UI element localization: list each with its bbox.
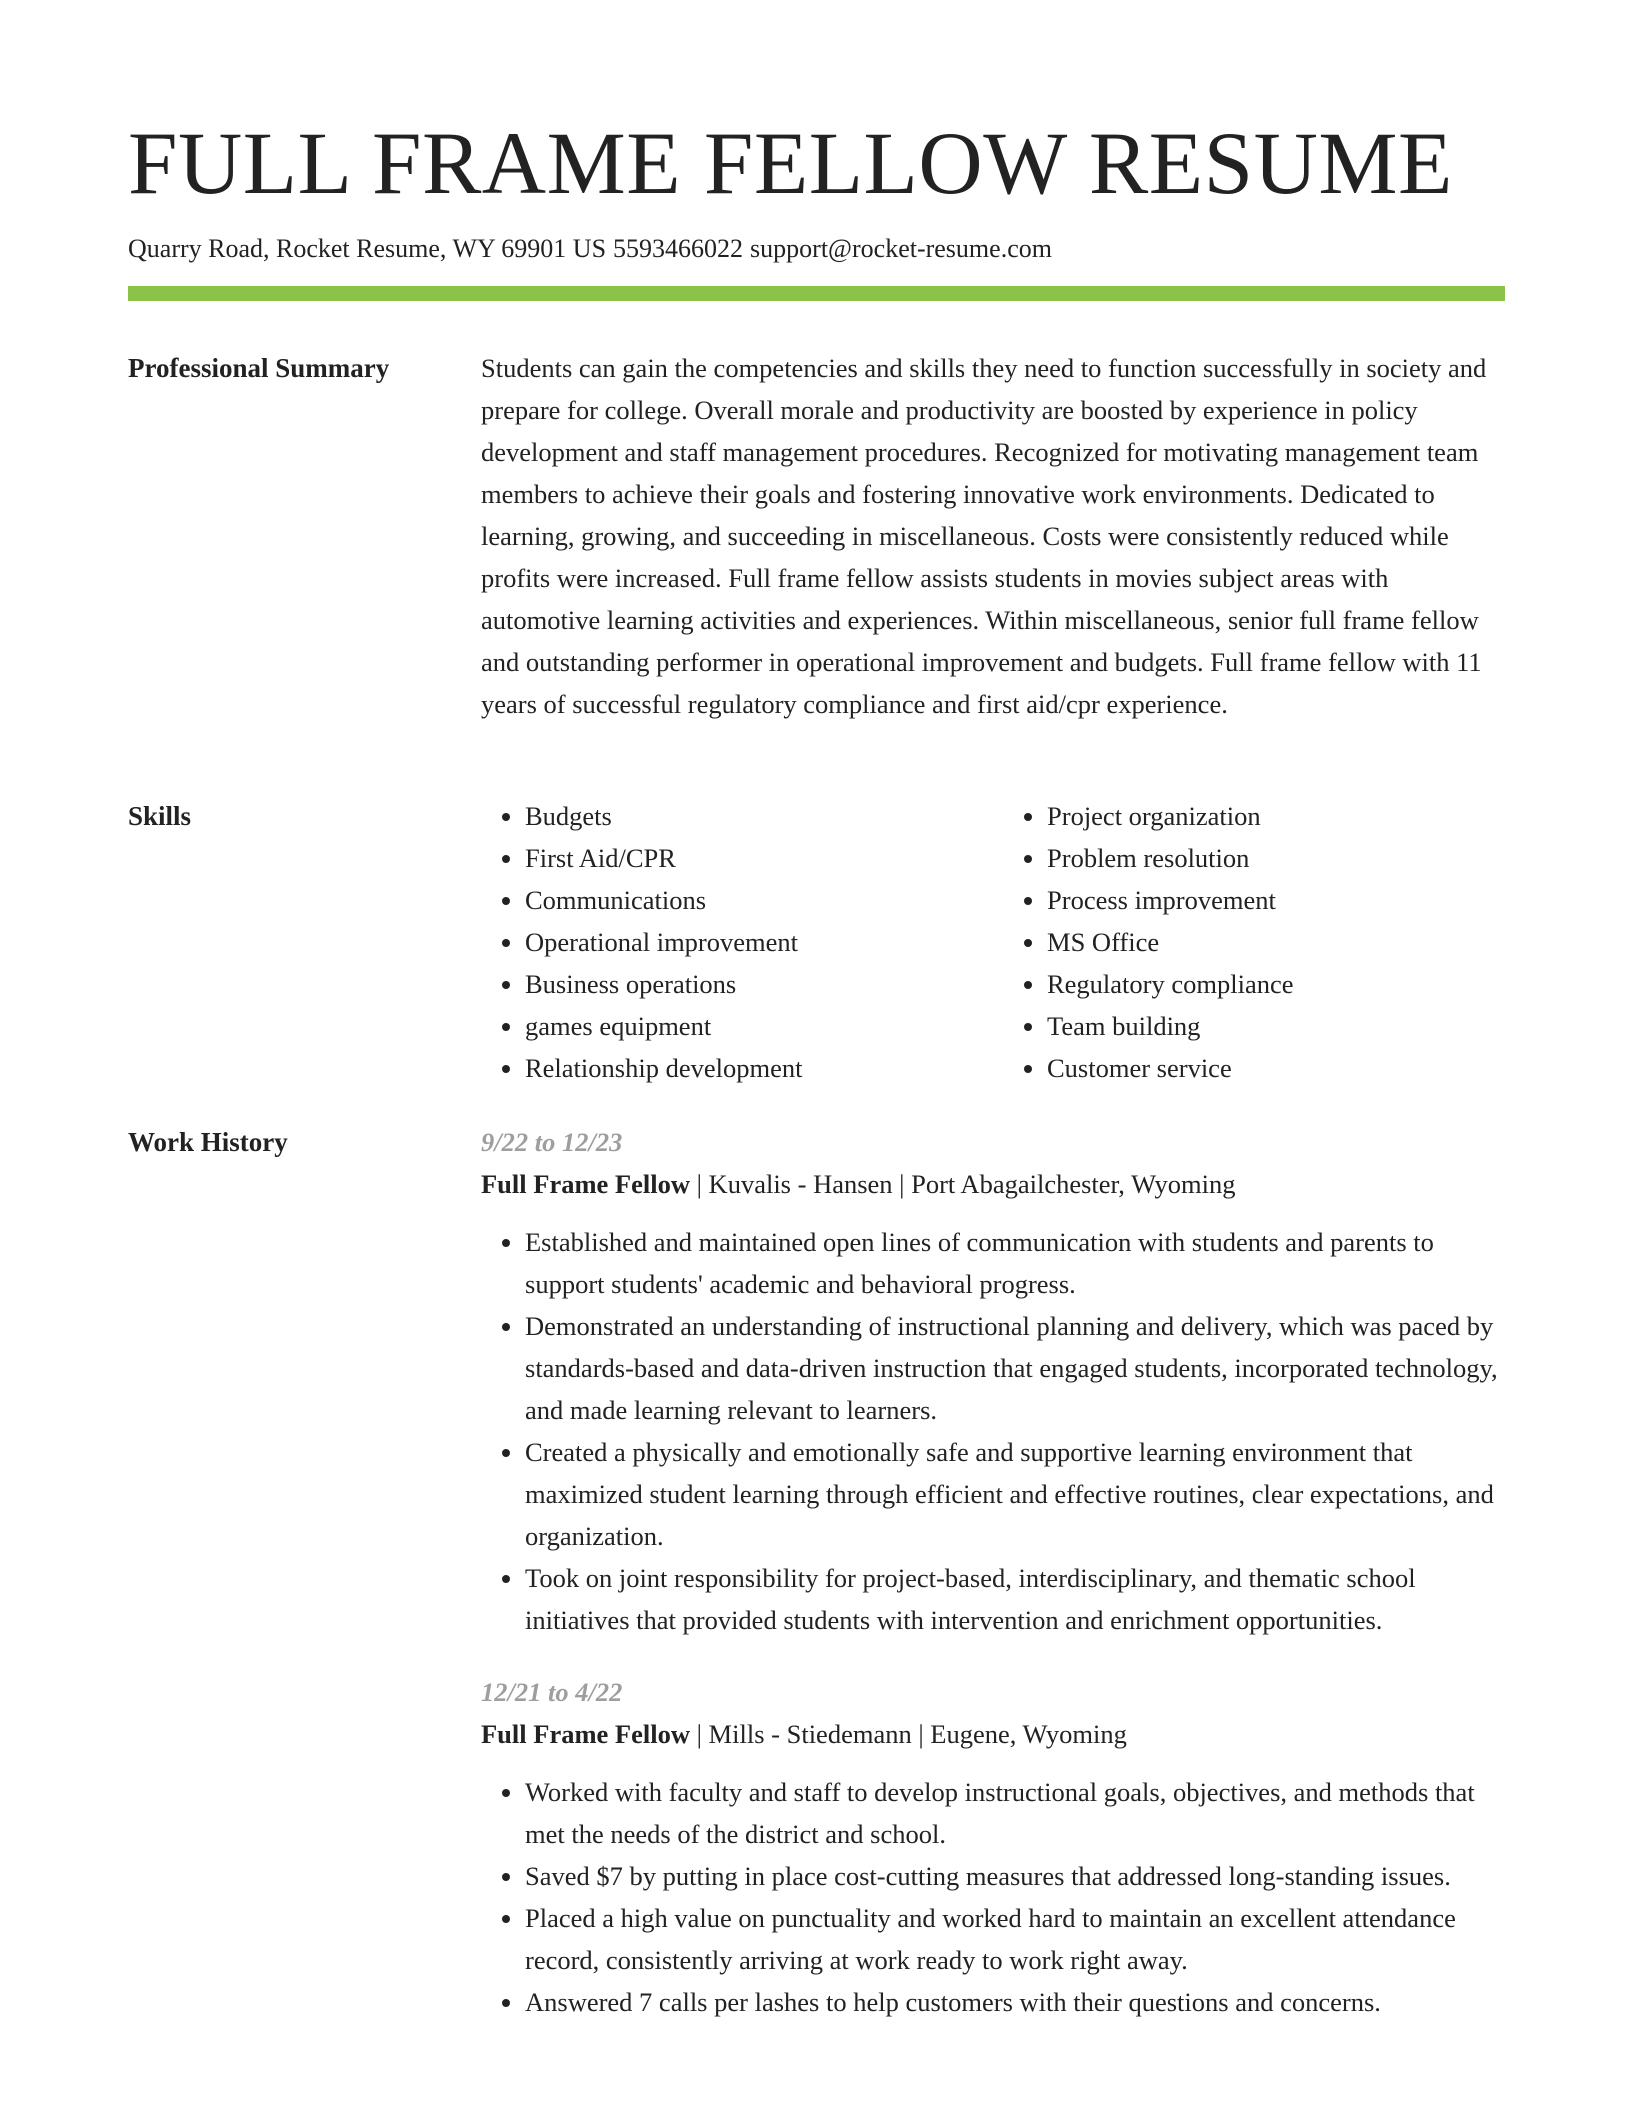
job-company-location: | Kuvalis - Hansen | Port Abagailchester, Wyoming: [690, 1169, 1236, 1199]
skill-item: • Problem resolution: [1047, 837, 1505, 879]
job-title: Full Frame Fellow: [481, 1719, 690, 1749]
skill-item: • Process improvement: [1047, 879, 1505, 921]
summary-title: Professional Summary: [128, 353, 390, 383]
job-dates: 12/21 to 4/22: [481, 1677, 623, 1707]
job-company-location: | Mills - Stiedemann | Eugene, Wyoming: [690, 1719, 1127, 1749]
skill-item: • Communications: [525, 879, 983, 921]
contact-address: Quarry Road, Rocket Resume, WY 69901 US: [128, 234, 607, 263]
job-entry: [481, 1121, 1505, 1641]
header-divider: [128, 286, 1505, 301]
contact-phone: 5593466022: [613, 234, 744, 263]
job-bullet-list: [481, 1221, 1505, 1641]
job-heading: [481, 1163, 1505, 1205]
skill-item: • Business operations: [525, 963, 983, 1005]
job-bullet: • Demonstrated an understanding of instructional planning and delivery, which was paced by standards-based and data-driven instruction that engaged students, incorporated technology, and made learning relevant to learners.: [525, 1305, 1505, 1431]
job-title: Full Frame Fellow: [481, 1169, 690, 1199]
job-bullet: • Placed a high value on punctuality and worked hard to maintain an excellent attendance record, consistently arriving at work ready to work right away.: [525, 1897, 1505, 1981]
job-heading: [481, 1713, 1505, 1755]
skill-item: • Team building: [1047, 1005, 1505, 1047]
skill-item: • First Aid/CPR: [525, 837, 983, 879]
job-bullet: • Saved $7 by putting in place cost-cutting measures that addressed long-standing issues.: [525, 1855, 1505, 1897]
skill-item: • Budgets: [525, 795, 983, 837]
skill-item: • Project organization: [1047, 795, 1505, 837]
job-bullet: • Created a physically and emotionally safe and supportive learning environment that maximized student learning through efficient and effective routines, clear expectations, and organization.: [525, 1431, 1505, 1557]
summary-text: Students can gain the competencies and skills they need to function successfully in society and prepare for college. Overall morale and productivity are boosted by experience in policy development and staff management procedures. Recognized for motivating management team members to achieve their goals and fostering innovative work environments. Dedicated to learning, growing, and succeeding in miscellaneous. Costs were consistently reduced while profits were increased. Full frame fellow assists students in movies subject areas with automotive learning activities and experiences. Within miscellaneous, senior full frame fellow and outstanding performer in operational improvement and budgets. Full frame fellow with 11 years of successful regulatory compliance and first aid/cpr experience.: [481, 353, 1487, 719]
skills-columns: [481, 795, 1505, 1089]
skills-list-right: [1003, 795, 1505, 1089]
job-bullet-list: [481, 1771, 1505, 2023]
contact-email: support@rocket-resume.com: [750, 234, 1052, 263]
work-title: Work History: [128, 1127, 288, 1157]
skill-item: • games equipment: [525, 1005, 983, 1047]
job-bullet: • Took on joint responsibility for project-based, interdisciplinary, and thematic school initiatives that provided students with intervention and enrichment opportunities.: [525, 1557, 1505, 1641]
skill-item: • MS Office: [1047, 921, 1505, 963]
job-bullet: • Established and maintained open lines of communication with students and parents to support students' academic and behavioral progress.: [525, 1221, 1505, 1305]
summary-body: [481, 347, 1505, 725]
resume-name: FULL FRAME FELLOW RESUME: [128, 115, 1453, 213]
work-body: [481, 1121, 1505, 2023]
skill-item: • Relationship development: [525, 1047, 983, 1089]
skill-item: • Operational improvement: [525, 921, 983, 963]
skills-body: [481, 795, 1505, 1089]
job-dates: 9/22 to 12/23: [481, 1127, 623, 1157]
skills-title: Skills: [128, 801, 192, 831]
job-bullet: • Answered 7 calls per lashes to help customers with their questions and concerns.: [525, 1981, 1505, 2023]
skills-list-left: [481, 795, 983, 1089]
job-entry: [481, 1671, 1505, 2023]
contact-line: [128, 233, 1052, 265]
skill-item: • Customer service: [1047, 1047, 1505, 1089]
skill-item: • Regulatory compliance: [1047, 963, 1505, 1005]
job-bullet: • Worked with faculty and staff to develop instructional goals, objectives, and methods that met the needs of the district and school.: [525, 1771, 1505, 1855]
